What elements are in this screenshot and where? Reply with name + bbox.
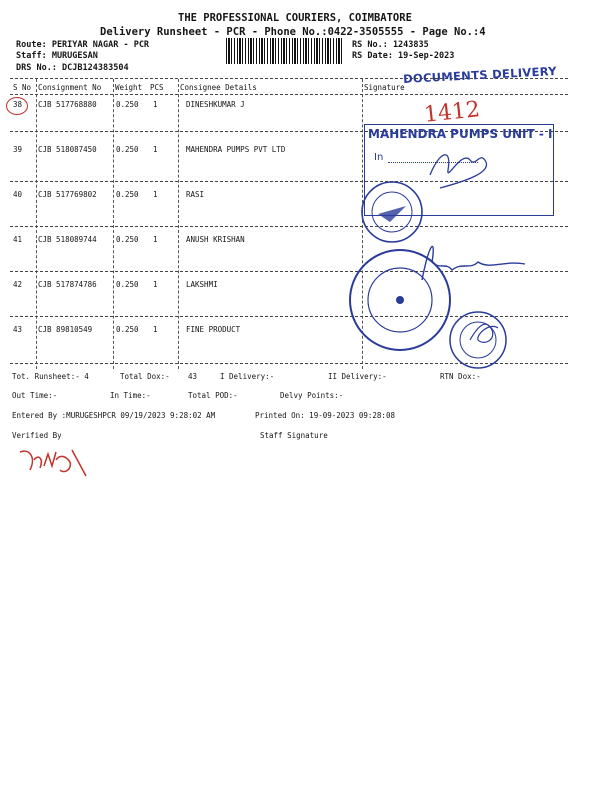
- col-weight: Weight: [115, 83, 143, 92]
- row-consignee: LAKSHMI: [186, 280, 218, 289]
- ii-delivery: II Delivery:-: [328, 372, 387, 381]
- row-sno: 40: [13, 190, 23, 199]
- row-weight: 0.250: [116, 280, 139, 289]
- rasi-seal-emblem: [378, 206, 406, 222]
- row-consignee: MAHENDRA PUMPS PVT LTD: [186, 145, 286, 154]
- row-pcs: 1: [153, 190, 158, 199]
- rtn-dox: RTN Dox:-: [440, 372, 481, 381]
- verified-initials: [20, 450, 86, 476]
- documents-delivery-stamp: DOCUMENTS DELIVERY: [402, 63, 558, 87]
- row-pcs: 1: [153, 100, 158, 109]
- signature-row-42: [422, 246, 525, 280]
- staff-label: Staff: MURUGESAN: [16, 51, 98, 61]
- tot-runsheet: Tot. Runsheet:- 4: [12, 372, 89, 381]
- in-time: In Time:-: [110, 391, 151, 400]
- route-label: Route: PERIYAR NAGAR - PCR: [16, 40, 150, 50]
- row-consignment: CJB 518089744: [38, 235, 97, 244]
- col-pcs: PCS: [150, 83, 164, 92]
- printed-on: Printed On: 19-09-2023 09:28:08: [255, 411, 395, 420]
- entered-by: Entered By :MURUGESHPCR 09/19/2023 9:28:02 AM: [12, 411, 216, 420]
- mahendra-stamp-title: MAHENDRA PUMPS UNIT - I: [368, 127, 553, 141]
- total-dox-value: 43: [188, 372, 198, 381]
- blue-signature: [430, 155, 487, 188]
- row-sno: 38: [13, 100, 23, 109]
- drs-number: DRS No.: DCJB124383504: [16, 63, 129, 73]
- out-time: Out Time:-: [12, 391, 58, 400]
- row-weight: 0.250: [116, 100, 139, 109]
- row-sno: 43: [13, 325, 23, 334]
- row-pcs: 1: [153, 325, 158, 334]
- row-weight: 0.250: [116, 235, 139, 244]
- delvy-points: Delvy Points:-: [280, 391, 344, 400]
- col-consignee: Consignee Details: [180, 83, 257, 92]
- row-consignment: CJB 517768880: [38, 100, 97, 109]
- initials-text: [1, 786, 13, 791]
- mahendra-stamp-in: In: [374, 152, 384, 163]
- row-pcs: 1: [153, 145, 158, 154]
- total-pod: Total POD:-: [188, 391, 238, 400]
- col-signature: Signature: [364, 83, 405, 92]
- row-consignee: FINE PRODUCT: [186, 325, 241, 334]
- signature-row-43: [470, 324, 498, 342]
- handwritten-number: 1412: [422, 97, 482, 128]
- row-consignment: CJB 517874786: [38, 280, 97, 289]
- row-consignee: DINESHKUMAR J: [186, 100, 245, 109]
- row-consignee: RASI: [186, 190, 205, 199]
- company-name: THE PROFESSIONAL COURIERS, COIMBATORE: [178, 12, 412, 24]
- verified-by: Verified By: [12, 431, 62, 440]
- rs-number: RS No.: 1243835: [352, 40, 429, 50]
- row-pcs: 1: [153, 280, 158, 289]
- runsheet-title: Delivery Runsheet - PCR - Phone No.:0422-3505555 - Page No.:4: [100, 26, 486, 38]
- row-consignment: CJB 517769802: [38, 190, 97, 199]
- row-pcs: 1: [153, 235, 158, 244]
- i-delivery: I Delivery:-: [220, 372, 275, 381]
- row-weight: 0.250: [116, 145, 139, 154]
- row-consignment: CJB 89810549: [38, 325, 93, 334]
- row-weight: 0.250: [116, 190, 139, 199]
- staff-signature: Staff Signature: [260, 431, 328, 440]
- row-sno: 39: [13, 145, 23, 154]
- rs-date: RS Date: 19-Sep-2023: [352, 51, 455, 61]
- row-consignee: ANUSH KRISHAN: [186, 235, 245, 244]
- row-sno: 41: [13, 235, 23, 244]
- col-sno: S No: [13, 83, 32, 92]
- row-sno: 42: [13, 280, 23, 289]
- total-dox: Total Dox:-: [120, 372, 170, 381]
- seal-star-icon: [396, 296, 404, 304]
- row-weight: 0.250: [116, 325, 139, 334]
- col-consignment: Consignment No: [38, 83, 102, 92]
- row-consignment: CJB 518087450: [38, 145, 97, 154]
